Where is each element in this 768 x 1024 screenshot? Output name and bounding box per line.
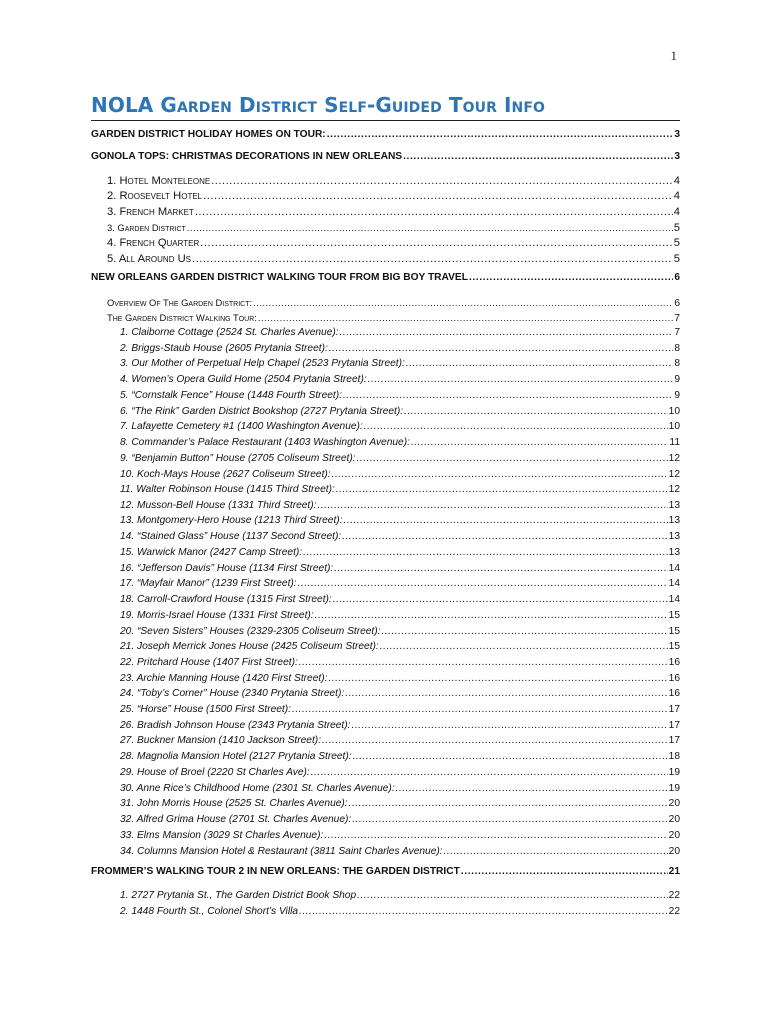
- toc-leader-dots: [303, 547, 668, 558]
- toc-entry[interactable]: [120, 469, 680, 480]
- toc-entry[interactable]: [120, 890, 680, 901]
- toc-entry[interactable]: [120, 343, 680, 354]
- toc-entry[interactable]: [120, 704, 680, 715]
- toc-entry-label: 28. Magnolia Mansion Hotel (2127 Prytania Street):: [120, 751, 352, 762]
- toc-entry[interactable]: [107, 312, 680, 324]
- toc-leader-dots: [344, 515, 668, 526]
- toc-entry-label: FROMMER’S WALKING TOUR 2 IN NEW ORLEANS: THE GARDEN DISTRICT: [91, 866, 460, 877]
- toc-entry-label: 22. Pritchard House (1407 First Street):: [120, 657, 298, 668]
- document-title: NOLA Garden District Self-Guided Tour Info: [91, 93, 680, 121]
- toc-entry[interactable]: [107, 175, 680, 187]
- toc-leader-dots: [349, 798, 668, 809]
- toc-leader-dots: [411, 437, 668, 448]
- toc-entry[interactable]: [120, 437, 680, 448]
- toc-entry-label: NEW ORLEANS GARDEN DISTRICT WALKING TOUR FROM BIG BOY TRAVEL: [91, 272, 468, 283]
- toc-leader-dots: [200, 237, 672, 249]
- toc-entry-page: 6: [674, 272, 680, 283]
- toc-entry[interactable]: [120, 814, 680, 825]
- toc-entry-label: 1. 2727 Prytania St., The Garden District Book Shop: [120, 890, 357, 901]
- toc-entry-page: 20: [668, 846, 680, 857]
- toc-entry-label: GARDEN DISTRICT HOLIDAY HOMES ON TOUR:: [91, 129, 326, 140]
- toc-entry-page: 9: [674, 374, 680, 385]
- toc-leader-dots: [315, 610, 668, 621]
- toc-entry[interactable]: [91, 272, 680, 283]
- toc-entry[interactable]: [120, 547, 680, 558]
- toc-entry[interactable]: [120, 906, 680, 917]
- toc-leader-dots: [334, 563, 667, 574]
- toc-entry-label: 3. Our Mother of Perpetual Help Chapel (2523 Prytania Street):: [120, 358, 405, 369]
- toc-entry-page: 10: [668, 406, 680, 417]
- toc-entry-page: 3: [674, 151, 680, 162]
- toc-leader-dots: [469, 272, 673, 283]
- toc-leader-dots: [364, 421, 668, 432]
- toc-entry-label: 33. Elms Mansion (3029 St Charles Avenue):: [120, 830, 324, 841]
- toc-entry-label: 25. “Horse” House (1500 First Street):: [120, 704, 291, 715]
- toc-entry[interactable]: [120, 735, 680, 746]
- toc-entry-page: 15: [668, 641, 680, 652]
- toc-entry[interactable]: [120, 327, 680, 338]
- toc-entry-page: 14: [668, 563, 680, 574]
- toc-entry-page: 4: [673, 190, 680, 202]
- toc-leader-dots: [380, 641, 668, 652]
- toc-entry[interactable]: [91, 129, 680, 140]
- toc-entry[interactable]: [107, 222, 680, 234]
- toc-entry[interactable]: [120, 641, 680, 652]
- toc-entry-page: 14: [668, 578, 680, 589]
- toc-entry[interactable]: [120, 610, 680, 621]
- toc-entry-label: 6. “The Rink” Garden District Bookshop (2727 Prytania Street):: [120, 406, 404, 417]
- toc-entry-label: 24. “Toby’s Corner” House (2340 Prytania Street):: [120, 688, 345, 699]
- toc-entry-label: 26. Bradish Johnson House (2343 Prytania Street):: [120, 720, 351, 731]
- toc-entry-page: 12: [668, 484, 680, 495]
- toc-leader-dots: [357, 453, 668, 464]
- toc-leader-dots: [292, 704, 668, 715]
- toc-entry-page: 18: [668, 751, 680, 762]
- toc-entry[interactable]: [120, 563, 680, 574]
- toc-leader-dots: [195, 206, 673, 218]
- toc-entry[interactable]: [120, 846, 680, 857]
- toc-entry[interactable]: [120, 767, 680, 778]
- toc-entry-label: 18. Carroll-Crawford House (1315 First Street):: [120, 594, 332, 605]
- toc-leader-dots: [357, 890, 668, 901]
- toc-entry[interactable]: [120, 673, 680, 684]
- toc-leader-dots: [299, 657, 668, 668]
- toc-entry[interactable]: [107, 190, 680, 202]
- toc-entry-page: 12: [668, 469, 680, 480]
- toc-entry-page: 12: [668, 453, 680, 464]
- toc-entry-label: 27. Buckner Mansion (1410 Jackson Street):: [120, 735, 322, 746]
- toc-entry[interactable]: [120, 421, 680, 432]
- toc-leader-dots: [311, 767, 668, 778]
- toc-entry-label: 19. Morris-Israel House (1331 First Street):: [120, 610, 314, 621]
- toc-entry[interactable]: [107, 206, 680, 218]
- toc-leader-dots: [299, 906, 668, 917]
- toc-entry-label: 20. “Seven Sisters” Houses (2329-2305 Coliseum Street):: [120, 626, 381, 637]
- toc-leader-dots: [336, 484, 668, 495]
- toc-entry-page: 10: [668, 421, 680, 432]
- toc-entry-page: 16: [668, 657, 680, 668]
- toc-entry-page: 16: [668, 688, 680, 699]
- toc-entry-page: 22: [668, 906, 680, 917]
- toc-entry-page: 13: [668, 515, 680, 526]
- toc-entry-page: 15: [668, 626, 680, 637]
- toc-entry-page: 19: [668, 783, 680, 794]
- toc-entry-label: 5. “Cornstalk Fence” House (1448 Fourth Street):: [120, 390, 342, 401]
- toc-entry-label: 34. Columns Mansion Hotel & Restaurant (3811 Saint Charles Avenue):: [120, 846, 443, 857]
- toc-entry[interactable]: [120, 688, 680, 699]
- toc-entry-page: 20: [668, 830, 680, 841]
- toc-leader-dots: [328, 673, 667, 684]
- toc-entry[interactable]: [120, 657, 680, 668]
- toc-leader-dots: [322, 735, 668, 746]
- toc-leader-dots: [317, 500, 667, 511]
- toc-leader-dots: [461, 866, 668, 877]
- toc-entry-label: 14. “Stained Glass” House (1137 Second Street):: [120, 531, 342, 542]
- toc-entry[interactable]: [120, 783, 680, 794]
- toc-entry-page: 4: [673, 206, 680, 218]
- toc-entry-page: 13: [668, 500, 680, 511]
- toc-entry[interactable]: [120, 515, 680, 526]
- toc-entry-page: 7: [674, 313, 680, 324]
- toc-entry-label: 4. French Quarter: [107, 237, 200, 249]
- toc-entry-label: 13. Montgomery-Hero House (1213 Third Street):: [120, 515, 343, 526]
- toc-entry-label: 3. Garden District: [107, 222, 186, 233]
- toc-entry[interactable]: [91, 151, 680, 162]
- toc-leader-dots: [253, 297, 673, 308]
- toc-entry-page: 3: [674, 129, 680, 140]
- toc-entry-label: GONOLA TOPS: CHRISTMAS DECORATIONS IN NEW ORLEANS: [91, 151, 403, 162]
- toc-entry-label: The Garden District Walking Tour:: [107, 312, 257, 323]
- toc-leader-dots: [298, 578, 668, 589]
- toc-leader-dots: [342, 531, 667, 542]
- toc-entry[interactable]: [120, 798, 680, 809]
- toc-leader-dots: [187, 222, 673, 233]
- toc-entry-page: 13: [668, 547, 680, 558]
- toc-entry-label: 1. Hotel Monteleone: [107, 175, 211, 187]
- toc-entry[interactable]: [120, 406, 680, 417]
- toc-entry-label: Overview Of The Garden District:: [107, 297, 253, 308]
- toc-leader-dots: [332, 469, 668, 480]
- toc-entry[interactable]: [120, 751, 680, 762]
- toc-entry[interactable]: [120, 500, 680, 511]
- toc-leader-dots: [340, 327, 674, 338]
- toc-entry[interactable]: [120, 578, 680, 589]
- toc-entry-label: 5. All Around Us: [107, 253, 191, 265]
- toc-entry-page: 16: [668, 673, 680, 684]
- toc-entry-label: 1. Claiborne Cottage (2524 St. Charles Avenue):: [120, 327, 339, 338]
- toc-entry-label: 32. Alfred Grima House (2701 St. Charles Avenue):: [120, 814, 352, 825]
- toc-leader-dots: [403, 151, 673, 162]
- toc-entry-label: 29. House of Broel (2220 St Charles Ave):: [120, 767, 310, 778]
- toc-entry-label: 21. Joseph Merrick Jones House (2425 Coliseum Street):: [120, 641, 379, 652]
- toc-entry-page: 8: [674, 358, 680, 369]
- toc-leader-dots: [324, 830, 667, 841]
- toc-entry-label: 31. John Morris House (2525 St. Charles Avenue):: [120, 798, 348, 809]
- toc-entry-page: 17: [668, 704, 680, 715]
- toc-leader-dots: [192, 253, 673, 265]
- toc-entry[interactable]: [120, 594, 680, 605]
- toc-entry-page: 5: [673, 253, 680, 265]
- toc-entry-label: 30. Anne Rice’s Childhood Home (2301 St. Charles Avenue):: [120, 783, 395, 794]
- toc-entry-label: 23. Archie Manning House (1420 First Street):: [120, 673, 328, 684]
- toc-entry[interactable]: [120, 626, 680, 637]
- toc-entry-label: 7. Lafayette Cemetery #1 (1400 Washington Avenue):: [120, 421, 363, 432]
- toc-entry-page: 7: [674, 327, 680, 338]
- toc-entry-page: 8: [674, 343, 680, 354]
- toc-leader-dots: [368, 374, 674, 385]
- toc-entry-label: 3. French Market: [107, 206, 194, 218]
- toc-entry-label: 8. Commander’s Palace Restaurant (1403 Washington Avenue):: [120, 437, 410, 448]
- toc-entry[interactable]: [91, 866, 680, 877]
- toc-entry-page: 14: [668, 594, 680, 605]
- toc-entry-page: 22: [668, 890, 680, 901]
- toc-leader-dots: [352, 814, 667, 825]
- toc-entry-label: 9. “Benjamin Button” House (2705 Coliseum Street):: [120, 453, 356, 464]
- toc-entry-page: 20: [668, 814, 680, 825]
- toc-entry[interactable]: [120, 830, 680, 841]
- toc-entry-label: 16. “Jefferson Davis” House (1134 First Street):: [120, 563, 334, 574]
- toc-entry[interactable]: [120, 374, 680, 385]
- toc-leader-dots: [211, 175, 673, 187]
- toc-leader-dots: [406, 358, 673, 369]
- toc-entry-page: 6: [674, 298, 680, 309]
- toc-entry[interactable]: [120, 358, 680, 369]
- toc-entry-page: 17: [668, 735, 680, 746]
- toc-entry[interactable]: [107, 253, 680, 265]
- toc-entry[interactable]: [120, 484, 680, 495]
- toc-entry-page: 5: [673, 222, 680, 234]
- toc-entry[interactable]: [107, 237, 680, 249]
- toc-entry-page: 9: [674, 390, 680, 401]
- toc-entry-page: 17: [668, 720, 680, 731]
- toc-entry-label: 4. Women’s Opera Guild Home (2504 Prytania Street):: [120, 374, 367, 385]
- toc-entry-page: 20: [668, 798, 680, 809]
- toc-entry[interactable]: [120, 720, 680, 731]
- toc-entry[interactable]: [120, 453, 680, 464]
- toc-leader-dots: [329, 343, 674, 354]
- toc-leader-dots: [203, 190, 673, 202]
- toc-entry-page: 19: [668, 767, 680, 778]
- toc-entry-label: 15. Warwick Manor (2427 Camp Street):: [120, 547, 303, 558]
- page-number: 1: [670, 48, 677, 63]
- toc-leader-dots: [345, 688, 667, 699]
- toc-leader-dots: [258, 312, 673, 323]
- toc-leader-dots: [333, 594, 668, 605]
- toc-entry-label: 2. 1448 Fourth St., Colonel Short’s Villa: [120, 906, 299, 917]
- toc-entry[interactable]: [120, 390, 680, 401]
- toc-entry-label: 2. Briggs-Staub House (2605 Prytania Street):: [120, 343, 328, 354]
- toc-entry-page: 21: [668, 866, 680, 877]
- toc-leader-dots: [381, 626, 667, 637]
- toc-entry-page: 11: [669, 437, 680, 448]
- toc-entry-label: 11. Walter Robinson House (1415 Third Street):: [120, 484, 335, 495]
- toc-leader-dots: [396, 783, 668, 794]
- toc-entry-label: 17. “Mayfair Manor” (1239 First Street):: [120, 578, 297, 589]
- toc-entry-label: 2. Roosevelt Hotel: [107, 190, 203, 202]
- toc-entry-page: 13: [668, 531, 680, 542]
- toc-leader-dots: [404, 406, 668, 417]
- toc-entry-label: 12. Musson-Bell House (1331 Third Street):: [120, 500, 317, 511]
- toc-leader-dots: [353, 751, 668, 762]
- toc-entry-page: 15: [668, 610, 680, 621]
- toc-entry[interactable]: [120, 531, 680, 542]
- toc-leader-dots: [444, 846, 668, 857]
- toc-entry-page: 4: [673, 175, 680, 187]
- toc-entry-label: 10. Koch-Mays House (2627 Coliseum Street):: [120, 469, 331, 480]
- toc-leader-dots: [351, 720, 667, 731]
- toc-leader-dots: [343, 390, 673, 401]
- toc-entry[interactable]: [107, 297, 680, 309]
- toc-entry-page: 5: [673, 237, 680, 249]
- toc-leader-dots: [327, 129, 674, 140]
